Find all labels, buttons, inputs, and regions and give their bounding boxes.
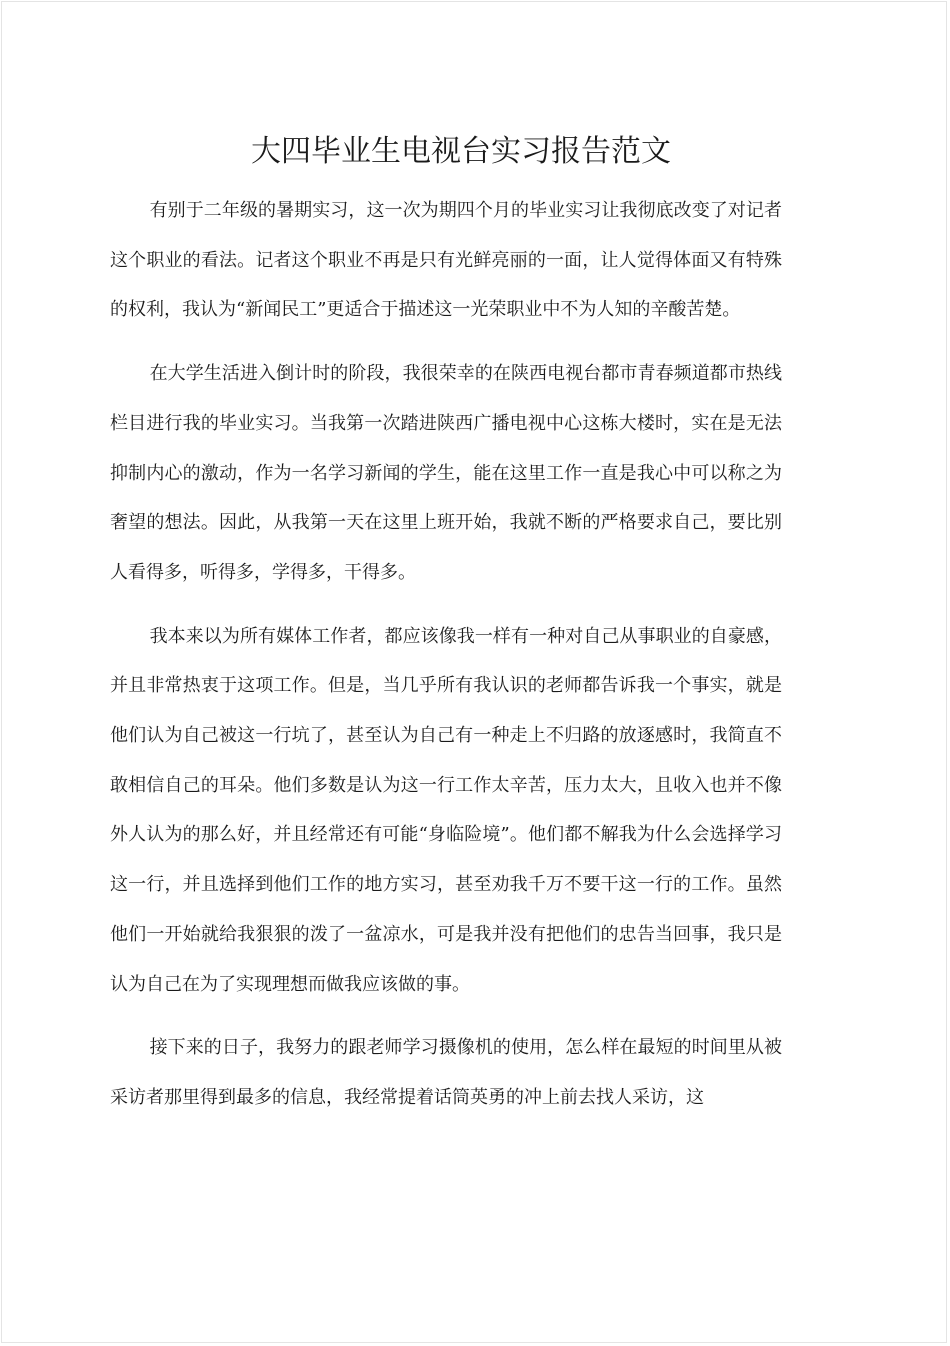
paragraph-1: 有别于二年级的暑期实习，这一次为期四个月的毕业实习让我彻底改变了对记者这个职业的看法。记者这个职业不再是只有光鲜亮丽的一面，让人觉得体面又有特殊的权利，我认为“新闻民工”更适合于描述这一光荣职业中不为人知的辛酸苦楚。 bbox=[110, 200, 782, 321]
paragraph-4: 接下来的日子，我努力的跟老师学习摄像机的使用，怎么样在最短的时间里从被采访者那里得到最多的信息，我经常提着话筒英勇的冲上前去找人采访，这 bbox=[110, 1037, 782, 1108]
document-page bbox=[1, 1, 947, 1343]
document-title: 大四毕业生电视台实习报告范文 bbox=[251, 134, 671, 169]
document-body bbox=[110, 186, 782, 1137]
paragraph-2: 在大学生活进入倒计时的阶段，我很荣幸的在陕西电视台都市青春频道都市热线栏目进行我的毕业实习。当我第一次踏进陕西广播电视中心这栋大楼时，实在是无法抑制内心的激动，作为一名学习新闻的学生，能在这里工作一直是我心中可以称之为奢望的想法。因此，从我第一天在这里上班开始，我就不断的严格要求自己，要比别人看得多，听得多，学得多，干得多。 bbox=[110, 363, 782, 583]
paragraph-3: 我本来以为所有媒体工作者，都应该像我一样有一种对自己从事职业的自豪感，并且非常热衷于这项工作。但是，当几乎所有我认识的老师都告诉我一个事实，就是他们认为自己被这一行坑了，甚至认为自己有一种走上不归路的放逐感时，我简直不敢相信自己的耳朵。他们多数是认为这一行工作太辛苦，压力太大，且收入也并不像外人认为的那么好，并且经常还有可能“身临险境”。他们都不解我为什么会选择学习这一行，并且选择到他们工作的地方实习，甚至劝我千万不要干这一行的工作。虽然他们一开始就给我狠狠的泼了一盆凉水，可是我并没有把他们的忠告当回事，我只是认为自己在为了实现理想而做我应该做的事。 bbox=[110, 625, 782, 995]
